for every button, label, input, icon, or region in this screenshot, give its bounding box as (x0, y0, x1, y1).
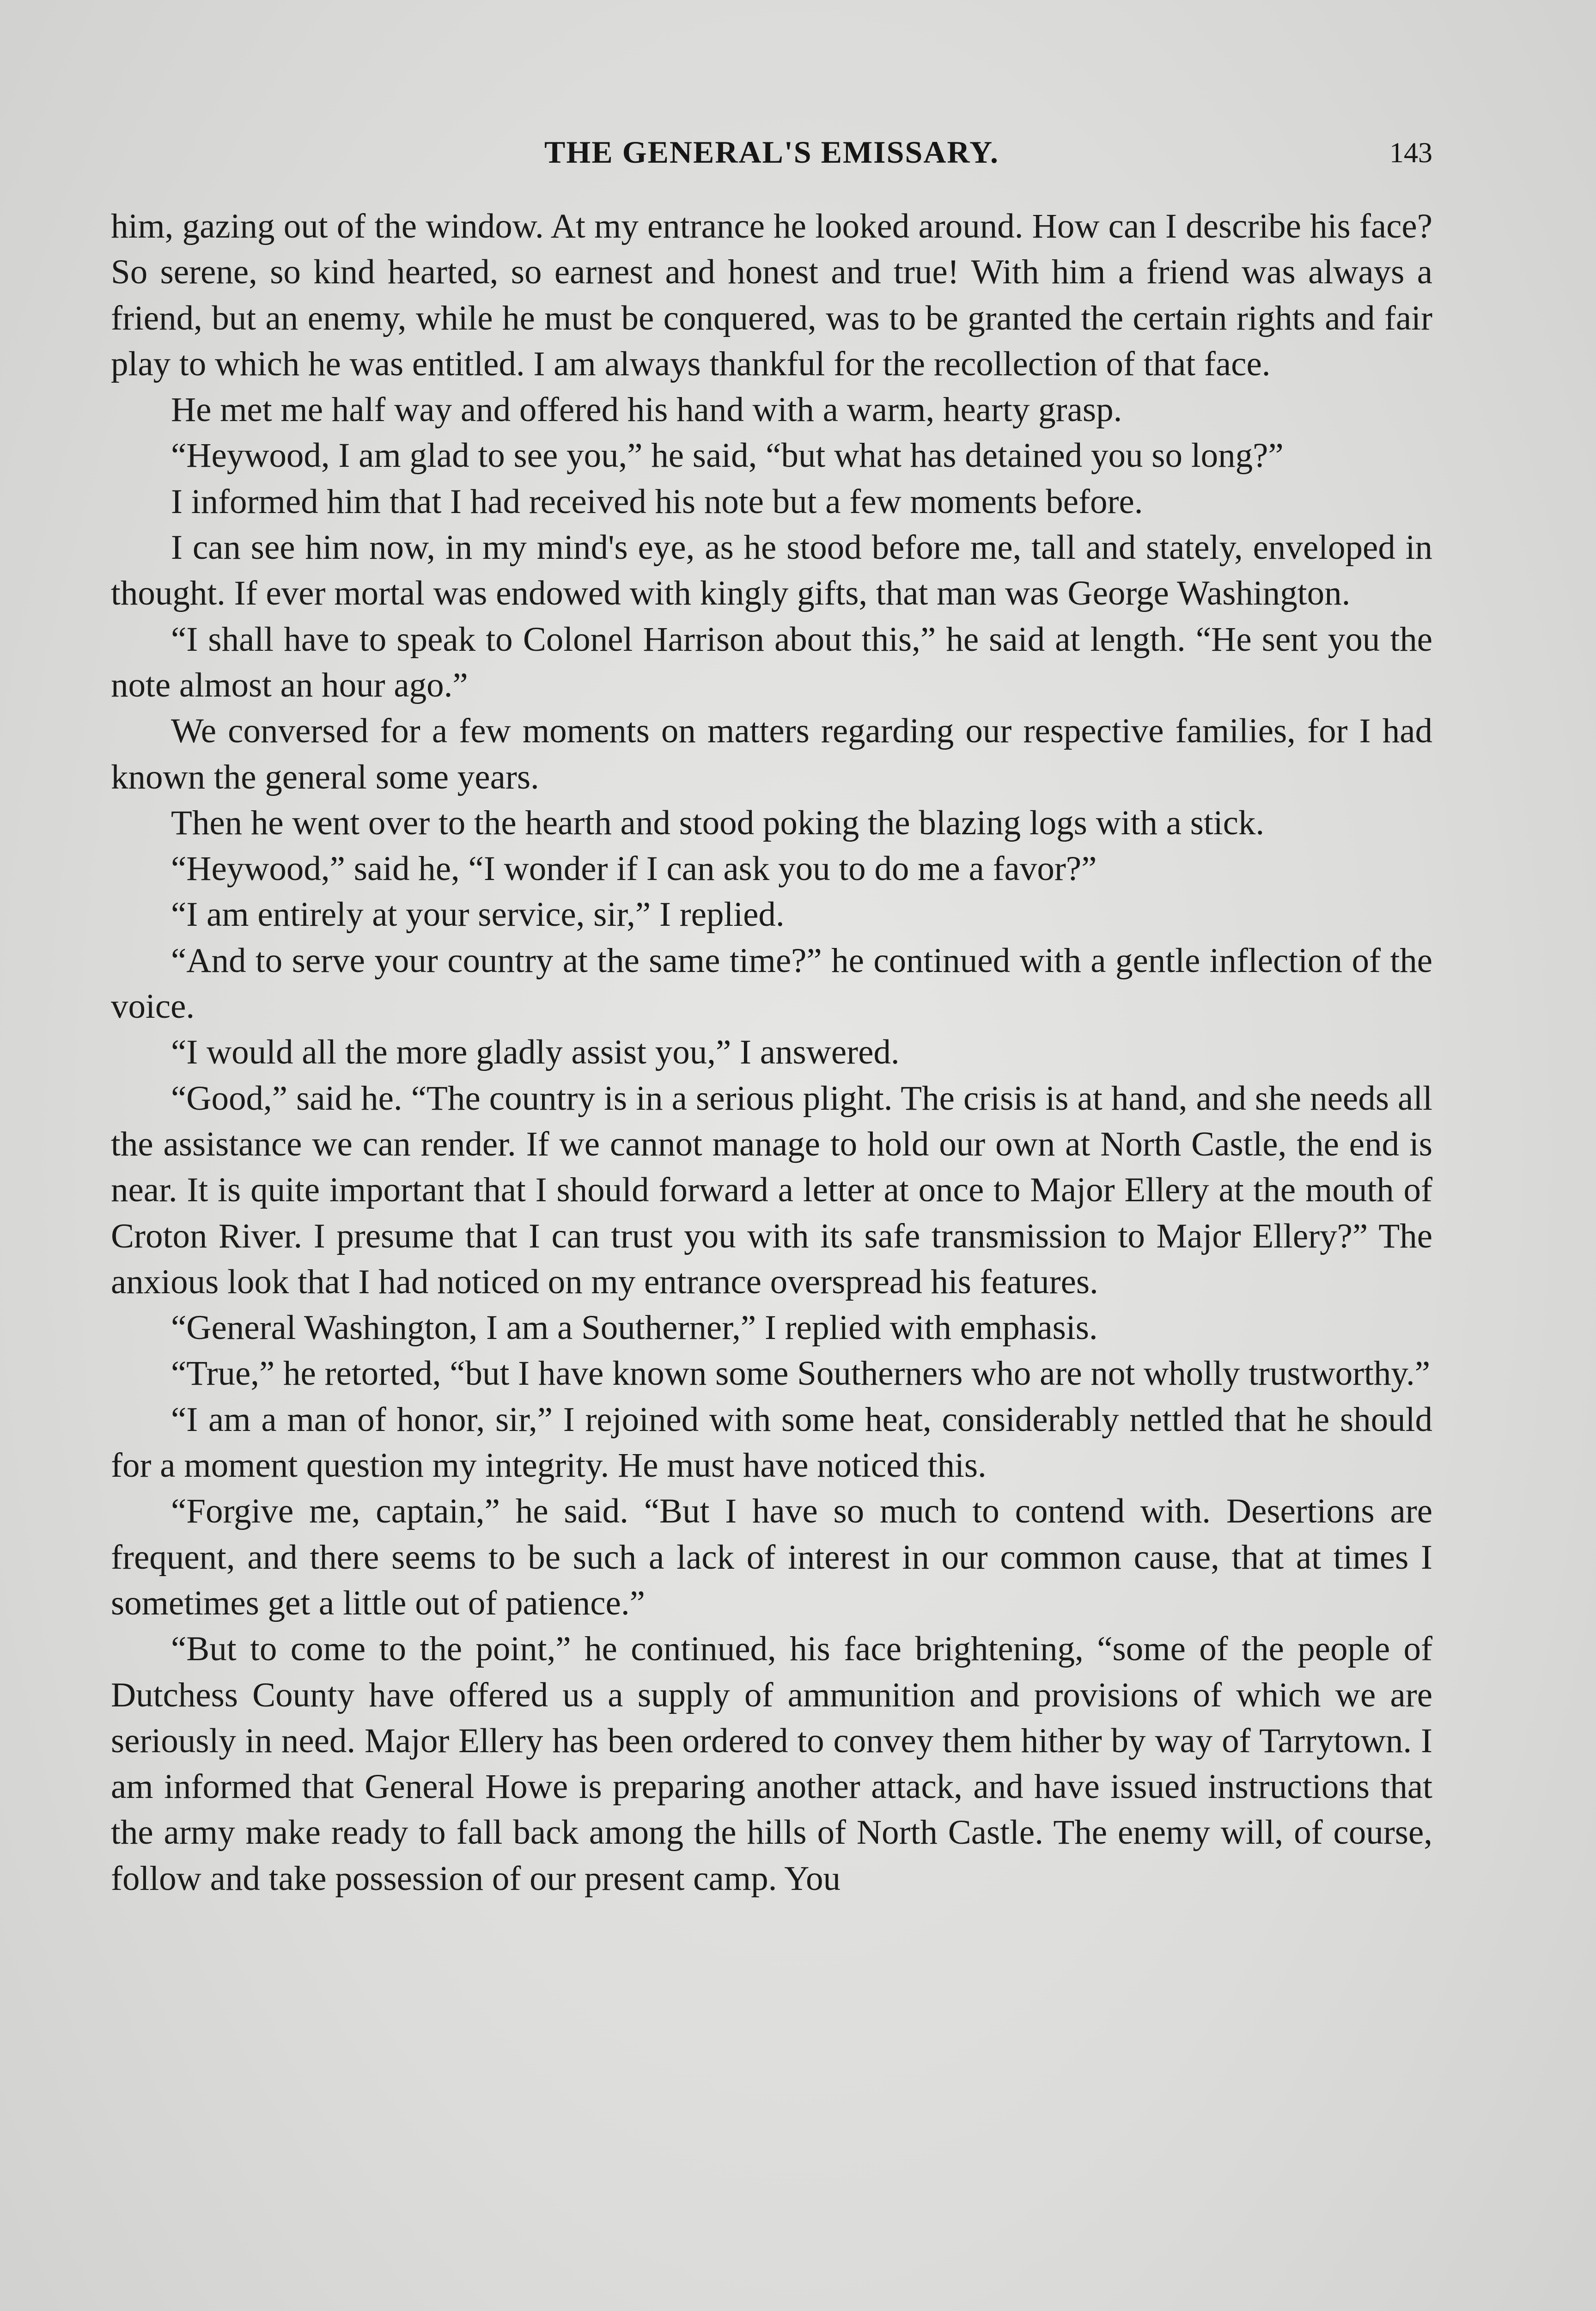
paragraph-17: “Forgive me, captain,” he said. “But I have so much to contend with. Desertions are frequent, and there seems to be such a lack of interest in our common cause, that at times I sometimes get a little out of patience.” (111, 1492, 1432, 1622)
paragraph-7: We conversed for a few moments on matters regarding our respective families, for I had known the general some years. (111, 712, 1432, 796)
page-header (111, 134, 1432, 185)
paragraph-11: “And to serve your country at the same time?” he continued with a gentle inflection of the voice. (111, 941, 1432, 1026)
paragraph-15: “True,” he retorted, “but I have known some Southerners who are not wholly trustworthy.” (171, 1354, 1431, 1393)
paragraph-13: “Good,” said he. “The country is in a serious plight. The crisis is at hand, and she needs all the assistance we can render. If we cannot manage to hold our own at North Castle, the end is near. It is quite important that I should forward a letter at once to Major Ellery at the mouth of Croton River. I presume that I can trust you with its safe transmission to Major Ellery?” The anxious look that I had noticed on my entrance overspread his features. (111, 1079, 1432, 1301)
paragraph-6: “I shall have to speak to Colonel Harrison about this,” he said at length. “He sent you the note almost an hour ago.” (111, 620, 1432, 704)
paragraph-3: “Heywood, I am glad to see you,” he said, “but what has detained you so long?” (171, 436, 1284, 475)
paragraph-16: “I am a man of honor, sir,” I rejoined with some heat, considerably nettled that he should for a moment question my integrity. He must have noticed this. (111, 1400, 1432, 1485)
paragraph-5: I can see him now, in my mind's eye, as he stood before me, tall and stately, enveloped in thought. If ever mortal was endowed with kingly gifts, that man was George Washington. (111, 528, 1432, 613)
paragraph-2: He met me half way and offered his hand with a warm, hearty grasp. (171, 391, 1122, 429)
paragraph-9: “Heywood,” said he, “I wonder if I can ask you to do me a favor?” (171, 850, 1097, 888)
paragraph-14: “General Washington, I am a Southerner,” I replied with emphasis. (171, 1308, 1098, 1347)
paragraph-18: “But to come to the point,” he continued, his face brightening, “some of the people of Dutchess County have offered us a supply of ammunition and provisions of which we are seriously in need. Major Ellery has been ordered to convey them hither by way of Tarrytown. I am informed that General Howe is preparing another attack, and have issued instructions that the army make ready to fall back among the hills of North Castle. The enemy will, of course, follow and take possession of our present camp. You (111, 1630, 1432, 1898)
paragraph-8: Then he went over to the hearth and stood poking the blazing logs with a stick. (171, 803, 1265, 842)
paragraph-10: “I am entirely at your service, sir,” I replied. (171, 895, 785, 934)
paragraph-4: I informed him that I had received his note but a few moments before. (171, 482, 1143, 521)
paragraph-12: “I would all the more gladly assist you,” I answered. (171, 1033, 900, 1072)
paragraph-1: him, gazing out of the window. At my entrance he looked around. How can I describe his face? So serene, so kind hearted, so earnest and honest and true! With him a friend was always a friend, but an enemy, while he must be conquered, was to be granted the certain rights and fair play to which he was entitled. I am always thankful for the recollection of that face. (111, 207, 1432, 383)
running-title: THE GENERAL'S EMISSARY. (544, 135, 999, 170)
body-text (111, 203, 1432, 1901)
page-number: 143 (1389, 137, 1432, 169)
